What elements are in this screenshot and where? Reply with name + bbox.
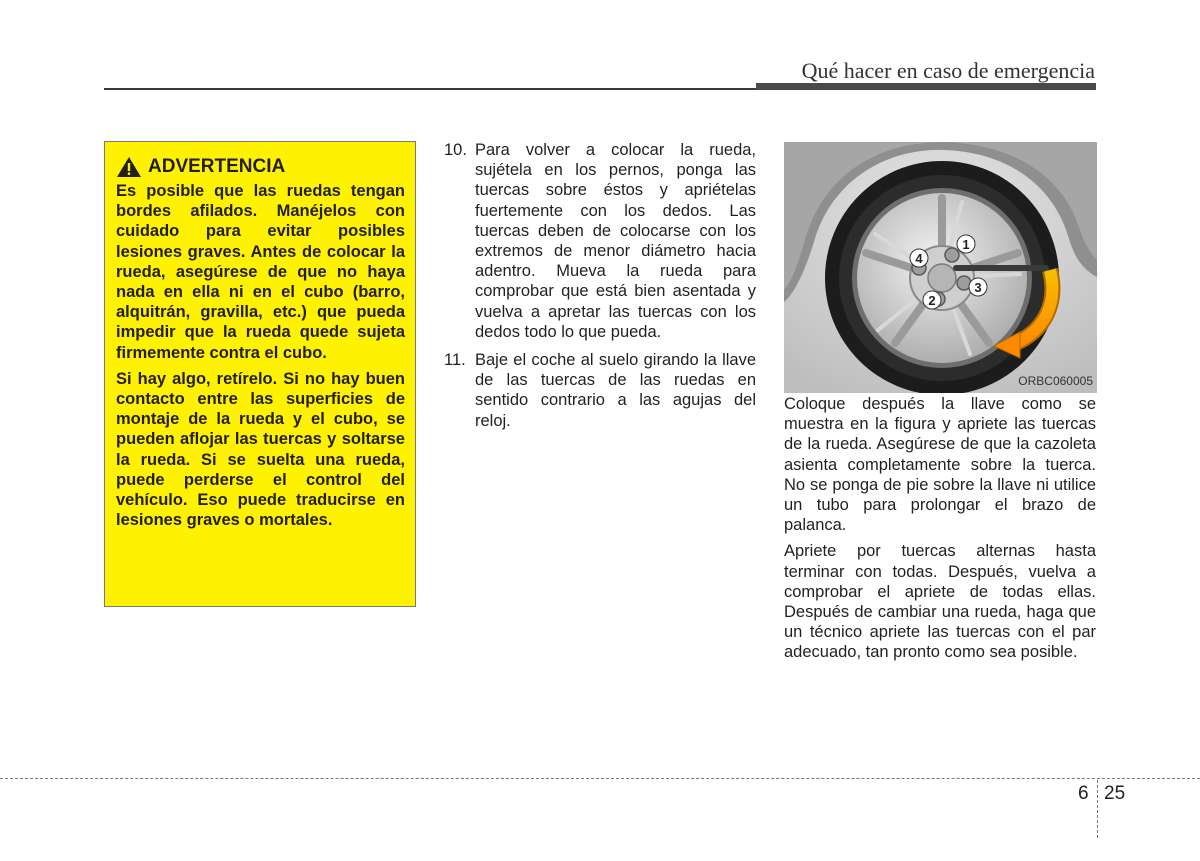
warning-triangle-icon xyxy=(116,156,142,178)
page-header-title: Qué hacer en caso de emergencia xyxy=(801,58,1095,83)
step-item xyxy=(444,140,756,342)
warning-box xyxy=(104,141,416,607)
lug-label-4 xyxy=(910,249,928,267)
svg-text:3: 3 xyxy=(974,280,982,295)
lug-label-1 xyxy=(957,235,975,253)
wheel-tightening-figure xyxy=(784,142,1097,393)
svg-text:2: 2 xyxy=(928,293,936,308)
body-paragraph: Apriete por tuercas alternas hasta terminar con todas. Después, vuelva a comprobar el apriete de todas ellas. Después de cambiar una rueda, haga que un técnico apriete las tuercas con el par adecuado, tan pronto como sea posible. xyxy=(784,542,1096,662)
procedure-steps xyxy=(444,140,756,439)
warning-paragraph: Si hay algo, retírelo. Si no hay buen contacto entre las superficies de montaje de la rueda y el cubo, se pueden aflojar las tuercas y soltarse la rueda. Si se suelta una rueda, puede perderse el control del vehículo. Eso puede traducirse en lesiones graves o mortales. xyxy=(116,369,405,530)
footer-divider xyxy=(1097,780,1098,838)
step-text: Para volver a colocar la rueda, sujétela en los pernos, ponga las tuercas sobre éstos y apriételas fuertemente con los dedos. Las tuercas deben de colocarse con los extremos de menor diámetro hacia adentro. Mueva la rueda para comprobar que está bien asentada y vuelva a apretar las tuercas con los dedos todo lo que pueda. xyxy=(475,141,756,341)
warning-paragraph: Es posible que las ruedas tengan bordes afilados. Manéjelos con cuidado para evitar posibles lesiones graves. Antes de colocar la rueda, asegúrese de que no haya nada en ella ni en el cubo (barro, alquitrán, gravilla, etc.) que pueda impedir que la rueda quede sujeta firmemente contra el cubo. xyxy=(116,182,405,362)
warning-body xyxy=(116,181,405,530)
page-number: 25 xyxy=(1104,783,1126,804)
body-paragraph: Coloque después la llave como se muestra en la figura y apriete las tuercas de la rueda. Asegúrese de que la cazoleta asienta completamente sobre la tuerca. No se ponga de pie sobre la llave ni utilice un tubo para prolongar el brazo de palanca. xyxy=(784,395,1096,535)
lug-label-2 xyxy=(923,291,941,309)
step-number: 11. xyxy=(444,351,466,370)
svg-text:1: 1 xyxy=(962,237,970,252)
warning-heading-text: ADVERTENCIA xyxy=(148,156,286,177)
svg-text:4: 4 xyxy=(915,251,923,266)
header-rule-accent xyxy=(756,83,1096,90)
lug-label-3 xyxy=(969,278,987,296)
footer-rule xyxy=(0,778,1200,779)
step-item xyxy=(444,350,756,431)
figure-code: ORBC060005 xyxy=(1018,374,1093,388)
header-rule xyxy=(104,88,756,90)
warning-heading xyxy=(116,156,405,178)
wheel-illustration xyxy=(784,142,1097,393)
step-number: 10. xyxy=(444,141,467,159)
step-text: Baje el coche al suelo girando la llave de las tuercas de las ruedas en sentido contrario a las agujas del reloj. xyxy=(475,351,756,430)
chapter-number: 6 xyxy=(1078,783,1089,804)
right-column-text xyxy=(784,394,1096,669)
